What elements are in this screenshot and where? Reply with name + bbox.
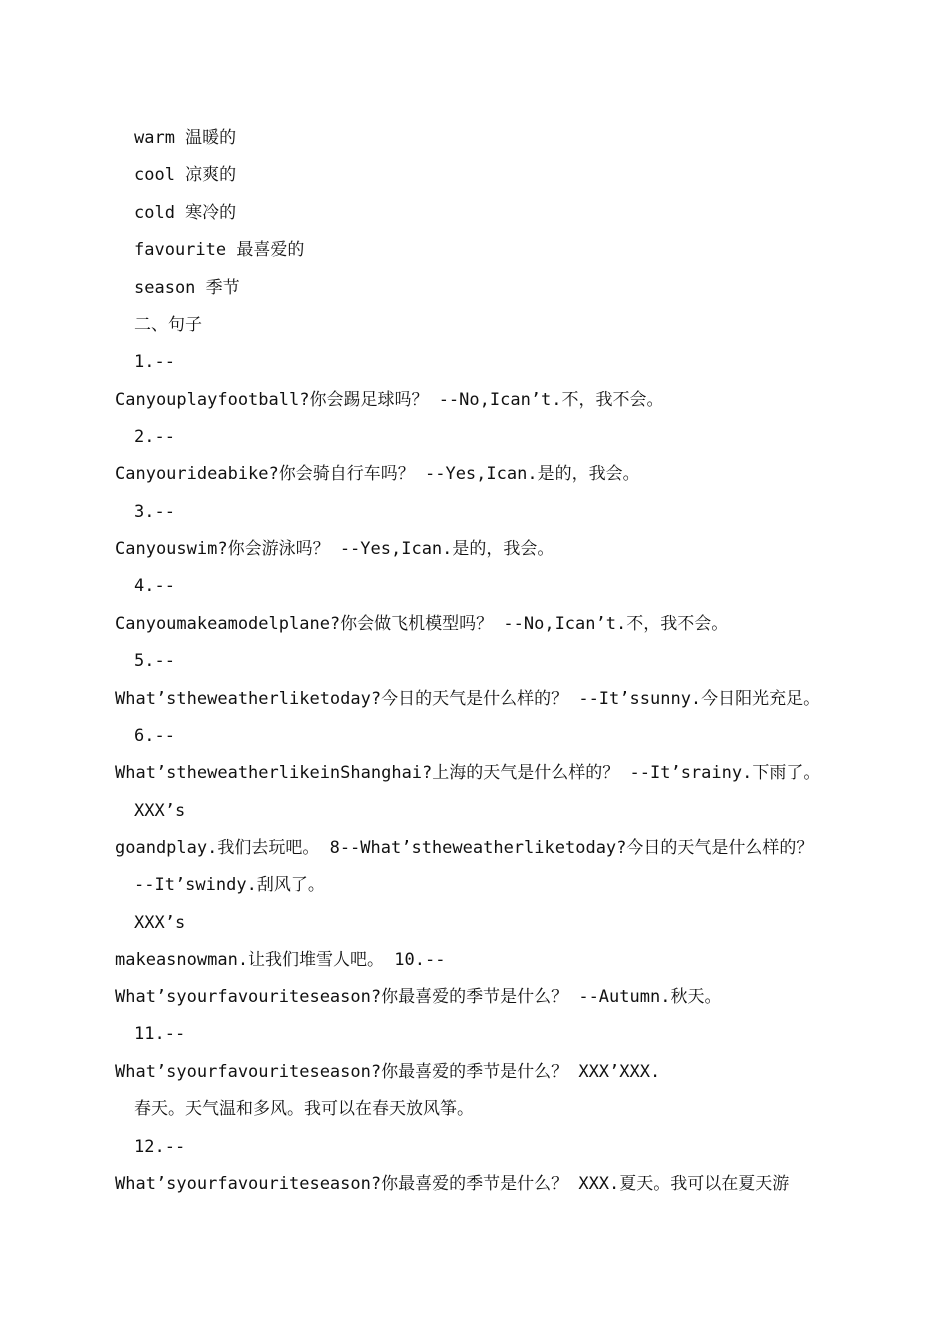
item-number: XXX’s — [134, 913, 186, 933]
sentence-line: What’stheweatherliketoday?今日的天气是什么样的？ --It’ssunny.今日阳光充足。 — [115, 689, 821, 709]
vocab-item: cold 寒冷的 — [134, 203, 237, 223]
item-number: 3.-- — [134, 502, 175, 522]
sentence-line: goandplay.我们去玩吧。 8--What’stheweatherliketoday?今日的天气是什么样的？ — [115, 838, 814, 858]
item-number: 12.-- — [134, 1137, 186, 1157]
sentence-line: Canyouplayfootball?你会踢足球吗？ --No,Ican’t.不，我不会。 — [115, 390, 664, 410]
vocab-item: warm 温暖的 — [134, 128, 237, 148]
section-heading: 二、句子 — [134, 315, 202, 335]
sentence-line: Canyourideabike?你会骑自行车吗？ --Yes,Ican.是的，我会。 — [115, 464, 640, 484]
item-number: XXX’s — [134, 801, 186, 821]
sentence-line: What’stheweatherlikeinShanghai?上海的天气是什么样的？ --It’srainy.下雨了。 — [115, 763, 821, 783]
sentence-line: What’syourfavouriteseason?你最喜爱的季节是什么？ XXX.夏天。我可以在夏天游 — [115, 1174, 790, 1194]
sentence-line: What’syourfavouriteseason?你最喜爱的季节是什么？ --Autumn.秋天。 — [115, 987, 722, 1007]
item-number: 2.-- — [134, 427, 175, 447]
sentence-line: 春天。天气温和多风。我可以在春天放风筝。 — [134, 1099, 474, 1119]
sentence-line: makeasnowman.让我们堆雪人吧。 10.-- — [115, 950, 446, 970]
vocab-item: cool 凉爽的 — [134, 165, 237, 185]
vocab-item: favourite 最喜爱的 — [134, 240, 305, 260]
item-number: 11.-- — [134, 1024, 186, 1044]
sentence-line: Canyoumakeamodelplane?你会做飞机模型吗？ --No,Ican’t.不，我不会。 — [115, 614, 729, 634]
item-number: 5.-- — [134, 651, 175, 671]
sentence-line: --It’swindy.刮风了。 — [134, 875, 325, 895]
vocab-item: season 季节 — [134, 278, 240, 298]
sentence-line: What’syourfavouriteseason?你最喜爱的季节是什么？ XXX’XXX. — [115, 1062, 661, 1082]
item-number: 1.-- — [134, 352, 175, 372]
sentence-line: Canyouswim?你会游泳吗？ --Yes,Ican.是的，我会。 — [115, 539, 555, 559]
item-number: 4.-- — [134, 576, 175, 596]
item-number: 6.-- — [134, 726, 175, 746]
